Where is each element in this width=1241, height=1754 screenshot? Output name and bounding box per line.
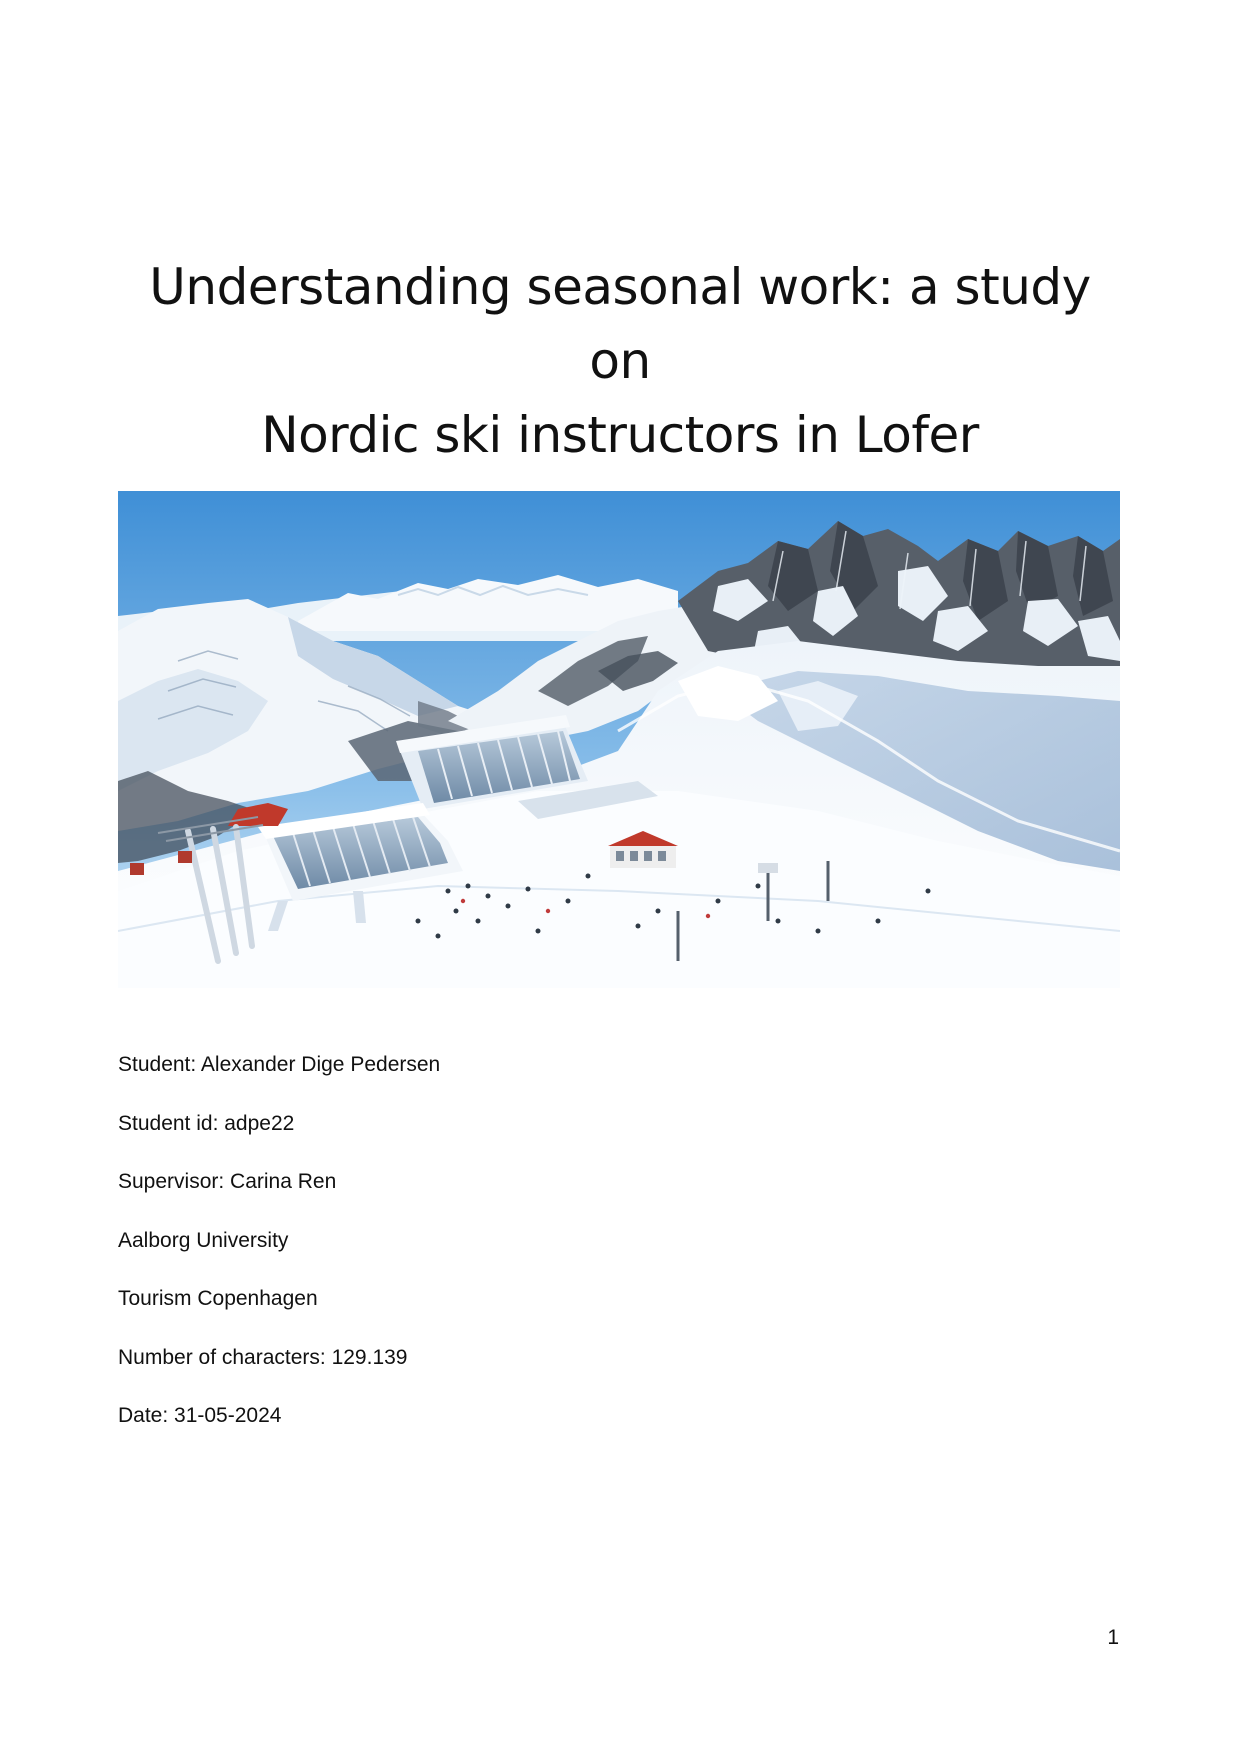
- character-count: Number of characters: 129.139: [118, 1345, 408, 1369]
- programme: Tourism Copenhagen: [118, 1287, 318, 1310]
- page-number: 1: [1107, 1626, 1119, 1649]
- document-title: [120, 250, 1120, 472]
- student-name: Student: Alexander Dige Pedersen: [118, 1053, 441, 1076]
- mountain-ski-station-photo: [118, 491, 1120, 988]
- title-line-1: Understanding seasonal work: a study on: [149, 258, 1091, 390]
- university: Aalborg University: [118, 1228, 289, 1252]
- submission-date: Date: 31-05-2024: [118, 1404, 282, 1427]
- title-line-2: Nordic ski instructors in Lofer: [261, 406, 979, 464]
- supervisor: Supervisor: Carina Ren: [118, 1170, 337, 1193]
- document-metadata: [118, 1052, 918, 1462]
- student-id: Student id: adpe22: [118, 1111, 295, 1135]
